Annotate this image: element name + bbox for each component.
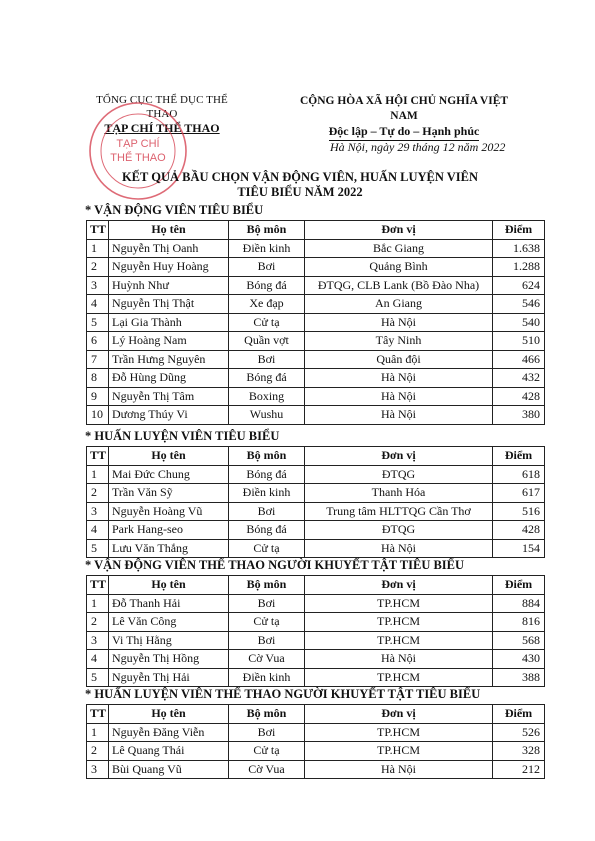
cell-name: Đỗ Thanh Hải (109, 594, 229, 613)
table-header-row (87, 576, 545, 595)
cell-unit: Trung tâm HLTTQG Cần Thơ (305, 502, 493, 521)
cell-score: 568 (493, 631, 545, 650)
table-row (87, 276, 545, 295)
cell-unit: TP.HCM (305, 631, 493, 650)
header-name: Họ tên (109, 576, 229, 595)
cell-unit: Bắc Giang (305, 239, 493, 258)
cell-name: Lê Văn Công (109, 613, 229, 632)
cell-tt: 4 (87, 295, 109, 314)
header-unit: Đơn vị (305, 447, 493, 466)
cell-sport: Cờ Vua (229, 650, 305, 669)
document-date: Hà Nội, ngày 29 tháng 12 năm 2022 (330, 140, 506, 154)
svg-text:TẠP CHÍ: TẠP CHÍ (116, 138, 160, 150)
cell-tt: 2 (87, 613, 109, 632)
cell-tt: 5 (87, 539, 109, 558)
cell-name: Lại Gia Thành (109, 313, 229, 332)
cell-tt: 4 (87, 521, 109, 540)
table-row (87, 295, 545, 314)
cell-name: Đỗ Hùng Dũng (109, 369, 229, 388)
cell-unit: Quân đội (305, 350, 493, 369)
cell-score: 1.638 (493, 239, 545, 258)
cell-sport: Điền kinh (229, 239, 305, 258)
table-row (87, 239, 545, 258)
cell-score: 432 (493, 369, 545, 388)
table-row (87, 350, 545, 369)
cell-sport: Boxing (229, 387, 305, 406)
cell-tt: 6 (87, 332, 109, 351)
document-title (90, 170, 510, 200)
header-tt: TT (87, 221, 109, 240)
cell-tt: 3 (87, 760, 109, 779)
title-line-2: TIÊU BIỂU NĂM 2022 (237, 185, 363, 199)
cell-sport: Bơi (229, 502, 305, 521)
table-para-athletes (86, 575, 545, 687)
cell-name: Nguyễn Thị Hải (109, 668, 229, 687)
cell-score: 617 (493, 484, 545, 503)
cell-unit: TP.HCM (305, 613, 493, 632)
cell-tt: 10 (87, 406, 109, 425)
cell-unit: TP.HCM (305, 742, 493, 761)
national-heading (288, 94, 520, 141)
cell-score: 154 (493, 539, 545, 558)
cell-name: Nguyễn Thị Hồng (109, 650, 229, 669)
cell-tt: 5 (87, 313, 109, 332)
table-row (87, 465, 545, 484)
cell-score: 428 (493, 387, 545, 406)
header-sport: Bộ môn (229, 447, 305, 466)
cell-sport: Cử tạ (229, 613, 305, 632)
table-row (87, 631, 545, 650)
cell-sport: Wushu (229, 406, 305, 425)
header-score: Điểm (493, 705, 545, 724)
cell-sport: Bóng đá (229, 521, 305, 540)
cell-name: Nguyễn Hoàng Vũ (109, 502, 229, 521)
header-unit: Đơn vị (305, 705, 493, 724)
cell-name: Lê Quang Thái (109, 742, 229, 761)
cell-score: 212 (493, 760, 545, 779)
header-tt: TT (87, 447, 109, 466)
cell-name: Trần Hưng Nguyên (109, 350, 229, 369)
cell-tt: 7 (87, 350, 109, 369)
cell-sport: Bơi (229, 258, 305, 277)
section-title-coaches: * HUẤN LUYỆN VIÊN TIÊU BIỂU (85, 429, 280, 443)
cell-sport: Cử tạ (229, 539, 305, 558)
table-athletes (86, 220, 545, 425)
cell-score: 428 (493, 521, 545, 540)
cell-tt: 3 (87, 276, 109, 295)
table-row (87, 258, 545, 277)
cell-tt: 4 (87, 650, 109, 669)
cell-sport: Quần vợt (229, 332, 305, 351)
cell-unit: Hà Nội (305, 539, 493, 558)
cell-name: Dương Thúy Vi (109, 406, 229, 425)
cell-tt: 1 (87, 239, 109, 258)
cell-unit: TP.HCM (305, 668, 493, 687)
table-row (87, 760, 545, 779)
cell-sport: Xe đạp (229, 295, 305, 314)
cell-name: Nguyễn Thị Oanh (109, 239, 229, 258)
cell-sport: Bóng đá (229, 276, 305, 295)
cell-name: Lý Hoàng Nam (109, 332, 229, 351)
cell-name: Lưu Văn Thắng (109, 539, 229, 558)
header-sport: Bộ môn (229, 576, 305, 595)
header-name: Họ tên (109, 447, 229, 466)
cell-sport: Cử tạ (229, 742, 305, 761)
header-score: Điểm (493, 576, 545, 595)
cell-name: Park Hang-seo (109, 521, 229, 540)
table-row (87, 539, 545, 558)
cell-score: 510 (493, 332, 545, 351)
cell-sport: Cờ Vua (229, 760, 305, 779)
cell-name: Mai Đức Chung (109, 465, 229, 484)
cell-tt: 2 (87, 258, 109, 277)
cell-unit: Hà Nội (305, 406, 493, 425)
table-header-row (87, 447, 545, 466)
title-line-1: KẾT QUẢ BẦU CHỌN VẬN ĐỘNG VIÊN, HUẤN LUYỆN VIÊN (121, 170, 479, 184)
table-row (87, 742, 545, 761)
table-row (87, 668, 545, 687)
cell-score: 430 (493, 650, 545, 669)
cell-name: Nguyễn Thị Thật (109, 295, 229, 314)
cell-sport: Bơi (229, 350, 305, 369)
cell-unit: TP.HCM (305, 723, 493, 742)
cell-unit: ĐTQG, CLB Lank (Bồ Đào Nha) (305, 276, 493, 295)
cell-tt: 9 (87, 387, 109, 406)
cell-tt: 2 (87, 742, 109, 761)
svg-text:THỂ THAO: THỂ THAO (110, 152, 166, 164)
header-unit: Đơn vị (305, 576, 493, 595)
table-row (87, 502, 545, 521)
table-row (87, 613, 545, 632)
table-coaches (86, 446, 545, 558)
header-tt: TT (87, 576, 109, 595)
table-row (87, 521, 545, 540)
cell-tt: 2 (87, 484, 109, 503)
header-sport: Bộ môn (229, 705, 305, 724)
cell-score: 380 (493, 406, 545, 425)
cell-score: 466 (493, 350, 545, 369)
cell-tt: 3 (87, 502, 109, 521)
cell-sport: Bóng đá (229, 465, 305, 484)
cell-name: Huỳnh Như (109, 276, 229, 295)
table-para-coaches (86, 704, 545, 779)
cell-sport: Bơi (229, 594, 305, 613)
cell-name: Nguyễn Huy Hoàng (109, 258, 229, 277)
cell-tt: 5 (87, 668, 109, 687)
cell-score: 816 (493, 613, 545, 632)
cell-sport: Cử tạ (229, 313, 305, 332)
cell-unit: TP.HCM (305, 594, 493, 613)
magazine-name: TẠP CHÍ THỂ THAO (104, 121, 220, 135)
section-title-para-coaches: * HUẤN LUYỆN VIÊN THỂ THAO NGƯỜI KHUYẾT TẬT TIÊU BIỂU (85, 687, 481, 701)
table-row (87, 650, 545, 669)
table-header-row (87, 221, 545, 240)
cell-unit: Hà Nội (305, 313, 493, 332)
cell-unit: Thanh Hóa (305, 484, 493, 503)
cell-score: 618 (493, 465, 545, 484)
header-score: Điểm (493, 221, 545, 240)
cell-sport: Bóng đá (229, 369, 305, 388)
cell-unit: Hà Nội (305, 760, 493, 779)
table-row (87, 332, 545, 351)
agency-name: TỔNG CỤC THỂ DỤC THỂ THAO (96, 94, 228, 120)
cell-unit: An Giang (305, 295, 493, 314)
cell-sport: Điền kinh (229, 668, 305, 687)
table-row (87, 594, 545, 613)
table-row (87, 406, 545, 425)
table-header-row (87, 705, 545, 724)
cell-unit: Quảng Bình (305, 258, 493, 277)
cell-unit: Hà Nội (305, 369, 493, 388)
cell-score: 388 (493, 668, 545, 687)
header-unit: Đơn vị (305, 221, 493, 240)
table-row (87, 369, 545, 388)
header-tt: TT (87, 705, 109, 724)
table-row (87, 313, 545, 332)
header-score: Điểm (493, 447, 545, 466)
header-name: Họ tên (109, 705, 229, 724)
cell-unit: Hà Nội (305, 650, 493, 669)
cell-name: Bùi Quang Vũ (109, 760, 229, 779)
nation-name: CỘNG HÒA XÃ HỘI CHỦ NGHĨA VIỆT NAM (299, 95, 509, 122)
cell-score: 526 (493, 723, 545, 742)
header-sport: Bộ môn (229, 221, 305, 240)
section-title-athletes: * VẬN ĐỘNG VIÊN TIÊU BIỂU (85, 203, 264, 217)
cell-unit: ĐTQG (305, 465, 493, 484)
cell-score: 546 (493, 295, 545, 314)
cell-name: Trần Văn Sỹ (109, 484, 229, 503)
cell-score: 540 (493, 313, 545, 332)
national-motto: Độc lập – Tự do – Hạnh phúc (329, 124, 480, 141)
cell-sport: Điền kinh (229, 484, 305, 503)
cell-tt: 1 (87, 594, 109, 613)
section-title-para-athletes: * VẬN ĐỘNG VIÊN THỂ THAO NGƯỜI KHUYẾT TẬT TIÊU BIỂU (85, 558, 465, 572)
table-row (87, 723, 545, 742)
cell-name: Vi Thị Hằng (109, 631, 229, 650)
cell-unit: ĐTQG (305, 521, 493, 540)
cell-score: 328 (493, 742, 545, 761)
cell-unit: Tây Ninh (305, 332, 493, 351)
table-row (87, 387, 545, 406)
cell-tt: 8 (87, 369, 109, 388)
cell-score: 624 (493, 276, 545, 295)
cell-score: 884 (493, 594, 545, 613)
cell-sport: Bơi (229, 723, 305, 742)
table-row (87, 484, 545, 503)
cell-score: 516 (493, 502, 545, 521)
cell-sport: Bơi (229, 631, 305, 650)
cell-unit: Hà Nội (305, 387, 493, 406)
cell-score: 1.288 (493, 258, 545, 277)
cell-tt: 3 (87, 631, 109, 650)
cell-name: Nguyễn Đăng Viễn (109, 723, 229, 742)
cell-tt: 1 (87, 465, 109, 484)
cell-tt: 1 (87, 723, 109, 742)
cell-name: Nguyễn Thị Tâm (109, 387, 229, 406)
header-name: Họ tên (109, 221, 229, 240)
